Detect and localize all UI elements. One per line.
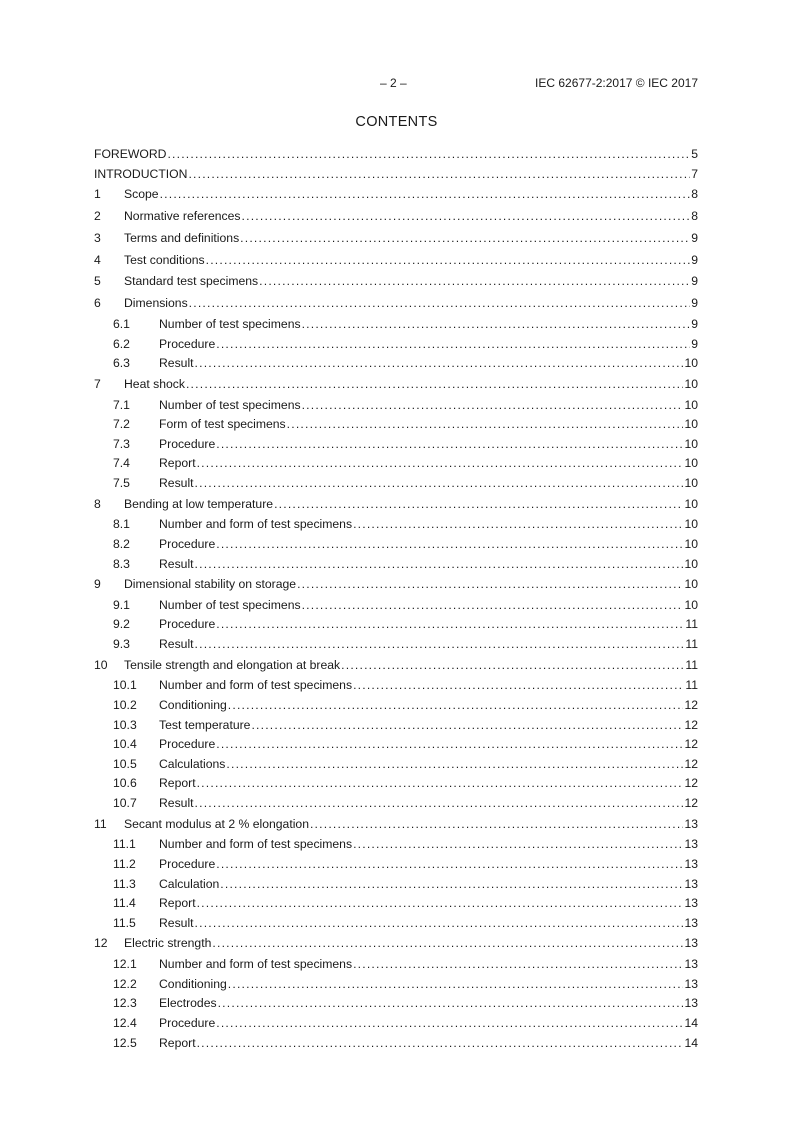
toc-entry-page: 10 bbox=[684, 556, 698, 571]
toc-entry-page: 9 bbox=[691, 316, 698, 331]
toc-entry-label: Result bbox=[159, 915, 194, 930]
table-of-contents bbox=[94, 145, 698, 1053]
toc-entry-label: Test conditions bbox=[124, 252, 205, 267]
toc-entry-number: 11 bbox=[94, 816, 107, 831]
toc-entry-number: 11.4 bbox=[113, 896, 136, 911]
toc-entry-page: 8 bbox=[691, 187, 698, 202]
toc-dot-leader bbox=[242, 206, 691, 228]
toc-dot-leader bbox=[197, 454, 684, 474]
toc-entry[interactable] bbox=[94, 184, 698, 206]
toc-dot-leader bbox=[216, 435, 683, 455]
toc-dot-leader bbox=[302, 396, 684, 416]
toc-entry[interactable] bbox=[94, 250, 698, 272]
toc-dot-leader bbox=[287, 415, 684, 435]
toc-entry[interactable] bbox=[94, 1034, 698, 1054]
toc-entry[interactable] bbox=[94, 574, 698, 596]
toc-entry[interactable] bbox=[94, 206, 698, 228]
toc-entry-number: 9.3 bbox=[113, 637, 130, 652]
toc-entry-number: 12.1 bbox=[113, 957, 137, 972]
toc-entry-label: Dimensional stability on storage bbox=[124, 577, 297, 592]
toc-entry-number: 6.2 bbox=[113, 336, 130, 351]
toc-entry[interactable] bbox=[94, 955, 698, 975]
toc-entry-number: 12.5 bbox=[113, 1035, 137, 1050]
toc-entry[interactable] bbox=[94, 794, 698, 814]
toc-dot-leader bbox=[220, 875, 683, 895]
toc-entry[interactable] bbox=[94, 676, 698, 696]
toc-entry-number: 10.3 bbox=[113, 717, 137, 732]
toc-dot-leader bbox=[216, 1014, 683, 1034]
toc-entry-label: Number and form of test specimens bbox=[159, 837, 353, 852]
toc-entry-number: 7.2 bbox=[113, 417, 130, 432]
toc-entry[interactable] bbox=[94, 735, 698, 755]
toc-dot-leader bbox=[353, 835, 683, 855]
toc-entry[interactable] bbox=[94, 228, 698, 250]
toc-entry-number: 10 bbox=[94, 657, 108, 672]
toc-entry[interactable] bbox=[94, 814, 698, 836]
toc-entry-number: 7.1 bbox=[113, 397, 130, 412]
toc-entry-page: 13 bbox=[684, 936, 698, 951]
toc-dot-leader bbox=[218, 994, 684, 1014]
toc-entry[interactable] bbox=[94, 774, 698, 794]
toc-entry-number: 12.4 bbox=[113, 1015, 137, 1030]
toc-entry-number: 12.3 bbox=[113, 996, 137, 1011]
toc-dot-leader bbox=[195, 555, 684, 575]
toc-entry[interactable] bbox=[94, 515, 698, 535]
toc-entry-label: Result bbox=[159, 796, 194, 811]
toc-entry-page: 12 bbox=[684, 737, 698, 752]
toc-entry-page: 9 bbox=[691, 296, 698, 311]
toc-dot-leader bbox=[259, 271, 690, 293]
toc-dot-leader bbox=[216, 535, 683, 555]
toc-dot-leader bbox=[226, 755, 683, 775]
toc-dot-leader bbox=[167, 145, 690, 165]
toc-entry-label: Procedure bbox=[159, 536, 216, 551]
toc-entry-label: Scope bbox=[124, 187, 159, 202]
toc-entry-label: Bending at low temperature bbox=[124, 496, 274, 511]
toc-dot-leader bbox=[195, 354, 684, 374]
toc-entry-page: 14 bbox=[684, 1015, 698, 1030]
toc-dot-leader bbox=[195, 794, 684, 814]
toc-dot-leader bbox=[341, 655, 684, 677]
toc-dot-leader bbox=[274, 494, 683, 516]
toc-entry-number: 11.3 bbox=[113, 876, 136, 891]
toc-entry-page: 12 bbox=[684, 776, 698, 791]
toc-entry-label: Result bbox=[159, 556, 194, 571]
toc-dot-leader bbox=[195, 635, 685, 655]
toc-entry-number: 9 bbox=[94, 577, 101, 592]
toc-entry-page: 10 bbox=[684, 475, 698, 490]
toc-entry[interactable] bbox=[94, 165, 698, 185]
toc-entry-label: Tensile strength and elongation at break bbox=[124, 657, 341, 672]
toc-entry-number: 10.2 bbox=[113, 698, 137, 713]
toc-entry-label: Electrodes bbox=[159, 996, 217, 1011]
toc-entry-number: 7.4 bbox=[113, 456, 130, 471]
toc-entry[interactable] bbox=[94, 415, 698, 435]
toc-entry-page: 11 bbox=[685, 637, 698, 652]
toc-entry[interactable] bbox=[94, 875, 698, 895]
toc-entry-number: 7.3 bbox=[113, 436, 130, 451]
toc-entry-page: 13 bbox=[684, 996, 698, 1011]
toc-entry[interactable] bbox=[94, 755, 698, 775]
toc-entry-page: 10 bbox=[684, 577, 698, 592]
toc-entry-page: 9 bbox=[691, 252, 698, 267]
toc-entry-label: Report bbox=[159, 1035, 196, 1050]
toc-entry-label: Procedure bbox=[159, 857, 216, 872]
toc-entry-page: 10 bbox=[684, 356, 698, 371]
toc-entry-page: 10 bbox=[684, 536, 698, 551]
toc-entry-label: Procedure bbox=[159, 436, 216, 451]
toc-entry[interactable] bbox=[94, 1014, 698, 1034]
toc-entry-page: 13 bbox=[684, 915, 698, 930]
toc-entry-page: 11 bbox=[685, 678, 698, 693]
toc-entry-page: 13 bbox=[684, 857, 698, 872]
toc-dot-leader bbox=[302, 315, 691, 335]
toc-dot-leader bbox=[195, 914, 684, 934]
toc-entry-page: 12 bbox=[684, 717, 698, 732]
toc-entry-page: 12 bbox=[684, 756, 698, 771]
toc-entry-label: Form of test specimens bbox=[159, 417, 286, 432]
toc-entry[interactable] bbox=[94, 335, 698, 355]
toc-entry-page: 7 bbox=[691, 166, 698, 181]
toc-entry-number: 12 bbox=[94, 936, 108, 951]
toc-entry-number: 8.1 bbox=[113, 517, 130, 532]
toc-entry[interactable] bbox=[94, 716, 698, 736]
toc-entry-page: 13 bbox=[684, 976, 698, 991]
toc-entry-label: Report bbox=[159, 456, 196, 471]
toc-entry[interactable] bbox=[94, 435, 698, 455]
page-number: – 2 – bbox=[380, 76, 407, 90]
toc-entry[interactable] bbox=[94, 975, 698, 995]
toc-entry-number: 11.2 bbox=[113, 857, 136, 872]
document-id: IEC 62677-2:2017 © IEC 2017 bbox=[535, 76, 698, 90]
toc-entry-page: 10 bbox=[684, 496, 698, 511]
toc-dot-leader bbox=[189, 293, 691, 315]
toc-entry-number: 7 bbox=[94, 376, 101, 391]
toc-entry-page: 13 bbox=[684, 896, 698, 911]
toc-entry-number: 5 bbox=[94, 274, 101, 289]
toc-entry-label: INTRODUCTION bbox=[94, 166, 188, 181]
toc-entry-page: 5 bbox=[691, 147, 698, 161]
toc-dot-leader bbox=[197, 894, 684, 914]
toc-entry-label: Calculation bbox=[159, 876, 220, 891]
toc-entry-number: 10.1 bbox=[113, 678, 137, 693]
toc-entry-label: Terms and definitions bbox=[124, 230, 240, 245]
toc-entry-label: Result bbox=[159, 475, 194, 490]
toc-entry-label: Conditioning bbox=[159, 698, 227, 713]
toc-entry-label: Standard test specimens bbox=[124, 274, 259, 289]
toc-dot-leader bbox=[228, 975, 684, 995]
toc-entry-page: 13 bbox=[684, 837, 698, 852]
toc-entry-number: 4 bbox=[94, 252, 101, 267]
toc-entry[interactable] bbox=[94, 494, 698, 516]
toc-dot-leader bbox=[353, 676, 684, 696]
toc-entry-label: Report bbox=[159, 776, 196, 791]
toc-entry-number: 9.2 bbox=[113, 617, 130, 632]
toc-entry-page: 8 bbox=[691, 208, 698, 223]
toc-entry[interactable] bbox=[94, 454, 698, 474]
toc-entry[interactable] bbox=[94, 994, 698, 1014]
toc-entry-number: 6.1 bbox=[113, 316, 130, 331]
toc-entry[interactable] bbox=[94, 635, 698, 655]
toc-entry[interactable] bbox=[94, 835, 698, 855]
toc-entry-label: Procedure bbox=[159, 1015, 216, 1030]
toc-entry-label: Heat shock bbox=[124, 376, 185, 391]
toc-entry-page: 9 bbox=[691, 230, 698, 245]
toc-entry-label: Dimensions bbox=[124, 296, 188, 311]
toc-entry-number: 7.5 bbox=[113, 475, 130, 490]
toc-dot-leader bbox=[228, 696, 684, 716]
toc-entry[interactable] bbox=[94, 145, 698, 165]
toc-entry[interactable] bbox=[94, 474, 698, 494]
page-header bbox=[0, 76, 793, 92]
toc-entry-label: Number and form of test specimens bbox=[159, 678, 353, 693]
toc-entry-number: 10.5 bbox=[113, 756, 137, 771]
toc-entry-label: Number of test specimens bbox=[159, 597, 301, 612]
toc-entry-number: 1 bbox=[94, 187, 101, 202]
toc-entry-page: 13 bbox=[684, 816, 698, 831]
toc-dot-leader bbox=[216, 855, 683, 875]
toc-entry[interactable] bbox=[94, 933, 698, 955]
toc-entry[interactable] bbox=[94, 655, 698, 677]
toc-entry-label: FOREWORD bbox=[94, 147, 167, 161]
toc-dot-leader bbox=[251, 716, 683, 736]
toc-dot-leader bbox=[160, 184, 691, 206]
toc-entry-number: 8 bbox=[94, 496, 101, 511]
toc-entry-number: 11.1 bbox=[113, 837, 136, 852]
toc-entry-number: 8.3 bbox=[113, 556, 130, 571]
toc-entry-page: 9 bbox=[691, 336, 698, 351]
toc-entry-page: 10 bbox=[684, 597, 698, 612]
toc-entry[interactable] bbox=[94, 374, 698, 396]
toc-entry-number: 10.6 bbox=[113, 776, 137, 791]
toc-entry-number: 8.2 bbox=[113, 536, 130, 551]
toc-dot-leader bbox=[197, 1034, 684, 1054]
toc-entry[interactable] bbox=[94, 271, 698, 293]
toc-dot-leader bbox=[353, 955, 683, 975]
toc-entry-page: 10 bbox=[684, 436, 698, 451]
toc-dot-leader bbox=[240, 228, 690, 250]
toc-entry-page: 12 bbox=[684, 698, 698, 713]
toc-entry-number: 2 bbox=[94, 208, 101, 223]
toc-entry-label: Test temperature bbox=[159, 717, 251, 732]
toc-entry-number: 10.4 bbox=[113, 737, 137, 752]
toc-entry-page: 11 bbox=[685, 657, 698, 672]
toc-entry-page: 12 bbox=[684, 796, 698, 811]
toc-entry[interactable] bbox=[94, 555, 698, 575]
toc-dot-leader bbox=[195, 474, 684, 494]
toc-entry-page: 10 bbox=[684, 417, 698, 432]
toc-dot-leader bbox=[310, 814, 683, 836]
toc-dot-leader bbox=[216, 615, 684, 635]
toc-entry-page: 10 bbox=[684, 517, 698, 532]
toc-dot-leader bbox=[216, 735, 683, 755]
toc-entry-label: Result bbox=[159, 637, 194, 652]
toc-entry-label: Procedure bbox=[159, 617, 216, 632]
toc-entry-label: Number and form of test specimens bbox=[159, 957, 353, 972]
toc-entry-label: Number and form of test specimens bbox=[159, 517, 353, 532]
toc-entry-label: Number of test specimens bbox=[159, 397, 301, 412]
toc-entry-page: 13 bbox=[684, 957, 698, 972]
toc-entry[interactable] bbox=[94, 855, 698, 875]
toc-dot-leader bbox=[353, 515, 683, 535]
toc-entry-label: Conditioning bbox=[159, 976, 227, 991]
toc-entry-label: Secant modulus at 2 % elongation bbox=[124, 816, 309, 831]
toc-entry-number: 12.2 bbox=[113, 976, 137, 991]
toc-entry-page: 10 bbox=[684, 376, 698, 391]
toc-entry-number: 6.3 bbox=[113, 356, 130, 371]
toc-entry-label: Number of test specimens bbox=[159, 316, 301, 331]
toc-entry[interactable] bbox=[94, 315, 698, 335]
toc-entry[interactable] bbox=[94, 696, 698, 716]
toc-entry[interactable] bbox=[94, 894, 698, 914]
toc-entry-label: Report bbox=[159, 896, 196, 911]
toc-entry-label: Electric strength bbox=[124, 936, 212, 951]
toc-entry-page: 11 bbox=[685, 617, 698, 632]
toc-dot-leader bbox=[188, 165, 690, 185]
toc-entry-number: 10.7 bbox=[113, 796, 137, 811]
toc-dot-leader bbox=[186, 374, 683, 396]
toc-entry-label: Procedure bbox=[159, 336, 216, 351]
toc-entry-page: 10 bbox=[684, 397, 698, 412]
toc-entry-number: 11.5 bbox=[113, 915, 136, 930]
toc-entry[interactable] bbox=[94, 354, 698, 374]
toc-entry-number: 9.1 bbox=[113, 597, 130, 612]
toc-entry-label: Result bbox=[159, 356, 194, 371]
toc-entry-label: Normative references bbox=[124, 208, 241, 223]
toc-entry-label: Procedure bbox=[159, 737, 216, 752]
toc-dot-leader bbox=[212, 933, 683, 955]
toc-dot-leader bbox=[197, 774, 684, 794]
toc-dot-leader bbox=[302, 596, 684, 616]
toc-dot-leader bbox=[216, 335, 690, 355]
toc-entry-page: 9 bbox=[691, 274, 698, 289]
toc-entry[interactable] bbox=[94, 914, 698, 934]
toc-entry-page: 10 bbox=[684, 456, 698, 471]
toc-entry[interactable] bbox=[94, 596, 698, 616]
toc-dot-leader bbox=[297, 574, 683, 596]
toc-entry-page: 14 bbox=[684, 1035, 698, 1050]
toc-entry-number: 6 bbox=[94, 296, 101, 311]
toc-entry[interactable] bbox=[94, 293, 698, 315]
toc-entry-number: 3 bbox=[94, 230, 101, 245]
toc-dot-leader bbox=[206, 250, 691, 272]
toc-entry[interactable] bbox=[94, 615, 698, 635]
toc-entry[interactable] bbox=[94, 396, 698, 416]
toc-entry-label: Calculations bbox=[159, 756, 226, 771]
toc-entry-page: 13 bbox=[684, 876, 698, 891]
contents-title: CONTENTS bbox=[355, 114, 438, 130]
toc-entry[interactable] bbox=[94, 535, 698, 555]
